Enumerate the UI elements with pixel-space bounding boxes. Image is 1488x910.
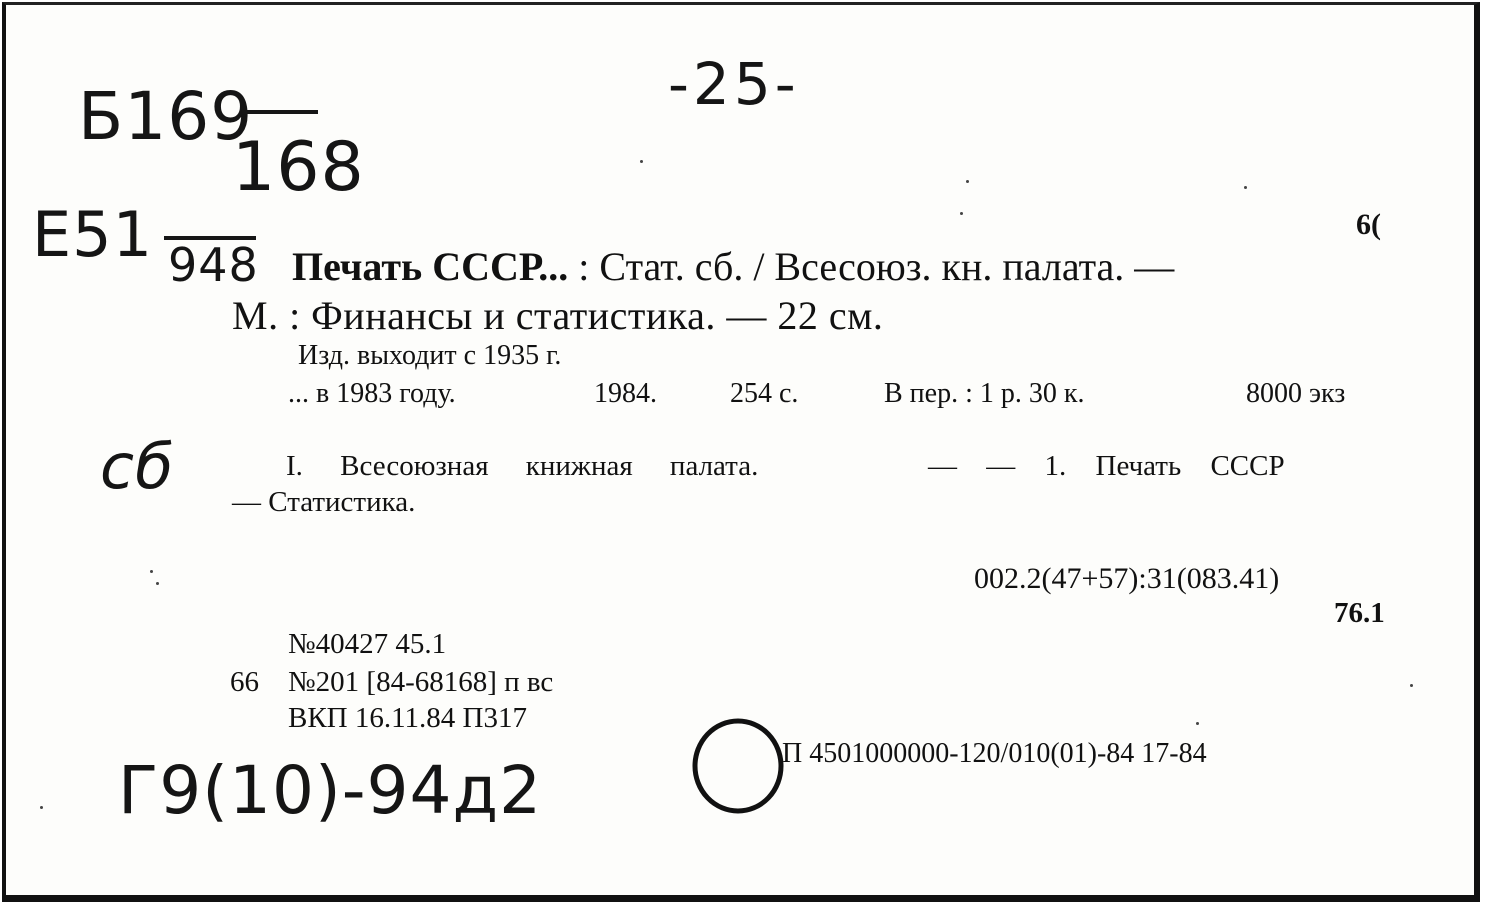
volume-year: 1984. (594, 378, 657, 409)
scan-speck (1196, 722, 1199, 725)
scan-speck (1244, 186, 1247, 189)
handwritten-side-note: сб (100, 430, 175, 503)
handwritten-author-mark-top: Е51 (32, 198, 154, 271)
tracing-line-1a: I. Всесоюзная книжная палата. (286, 450, 759, 482)
title-rest: : Стат. сб. / Всесоюз. кн. палата. — (568, 244, 1175, 289)
order-line-2: №201 [84-68168] п вс (288, 666, 554, 698)
handwritten-bottom-code: Г9(10)-94д2 (118, 752, 543, 829)
scan-speck (640, 160, 643, 163)
title-line (292, 243, 1174, 290)
title-bold: Печать СССР... (292, 244, 569, 289)
order-line-1: №40427 45.1 (288, 628, 447, 660)
imprint-line: М. : Финансы и статистика. — 22 см. (232, 293, 884, 338)
circle-stamp-icon (690, 716, 786, 816)
volume-pages: 254 с. (730, 378, 799, 409)
scan-speck (966, 180, 969, 183)
bbk-index: 76.1 (1334, 597, 1385, 629)
note-line: Изд. выходит с 1935 г. (298, 340, 562, 371)
handwritten-page-number: -25- (668, 50, 800, 118)
volume-copies: 8000 экз (1246, 378, 1346, 409)
scan-speck (1410, 684, 1413, 687)
scan-speck (156, 582, 159, 585)
handwritten-shelf-mark-bottom: 168 (232, 128, 365, 207)
scan-speck (40, 806, 43, 809)
volume-title: ... в 1983 году. (288, 378, 456, 409)
udc-index: 002.2(47+57):31(083.41) (974, 562, 1280, 595)
order-line-3: ВКП 16.11.84 П317 (288, 702, 527, 734)
handwritten-author-mark-bottom: 948 (168, 238, 259, 292)
order-line-2-prefix: 66 (230, 666, 259, 698)
stamp-code: П 4501000000-120/010(01)-84 17-84 (782, 738, 1207, 769)
volume-price: В пер. : 1 р. 30 к. (884, 378, 1085, 409)
handwritten-shelf-mark-top: Б169 (78, 78, 254, 155)
tracing-line-1b: — — 1. Печать СССР (928, 450, 1285, 482)
tracing-line-2: — Статистика. (232, 486, 416, 518)
corner-number: 6( (1356, 208, 1381, 241)
scan-speck (960, 212, 963, 215)
shelf-mark-fraction-line (242, 110, 318, 114)
scan-speck (150, 570, 153, 573)
